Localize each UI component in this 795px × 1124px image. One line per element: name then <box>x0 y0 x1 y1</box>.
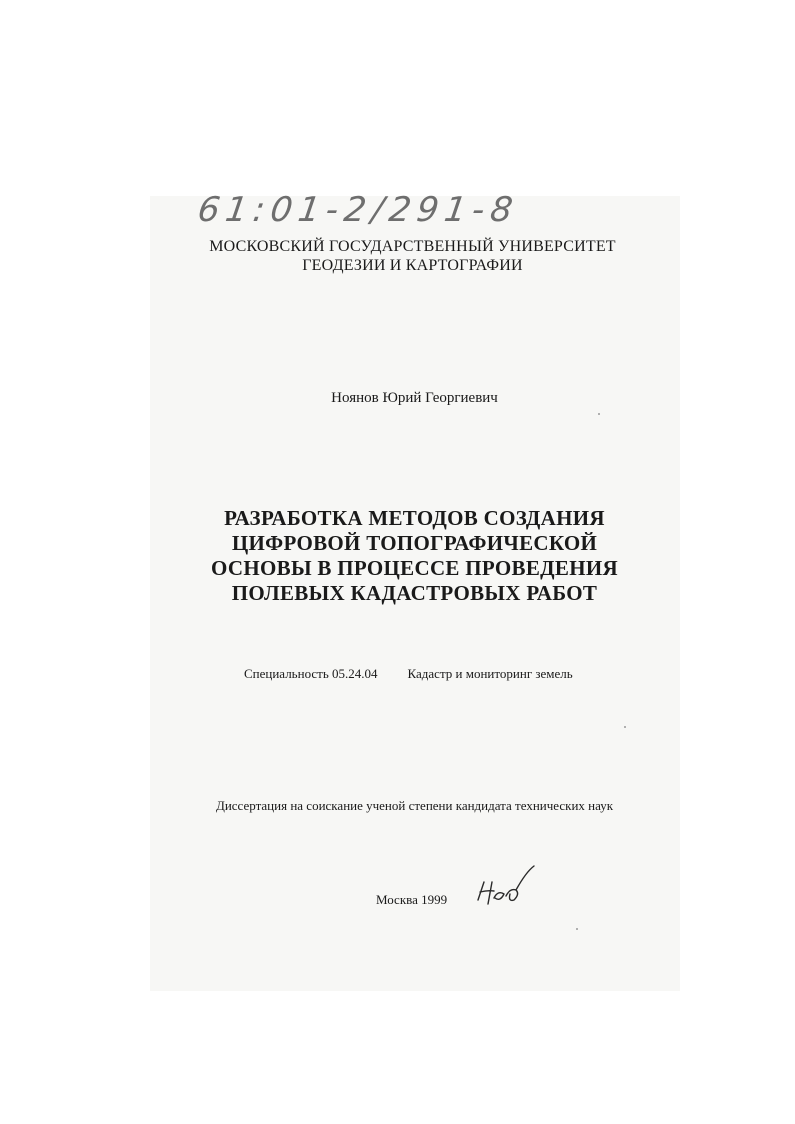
specialty-name: Кадастр и мониторинг земель <box>407 666 573 681</box>
scan-speck <box>598 413 600 415</box>
thesis-title-line-1: РАЗРАБОТКА МЕТОДОВ СОЗДАНИЯ <box>224 506 605 530</box>
thesis-title-line-2: ЦИФРОВОЙ ТОПОГРАФИЧЕСКОЙ <box>231 531 598 555</box>
thesis-title-line-3: ОСНОВЫ В ПРОЦЕССЕ ПРОВЕДЕНИЯ <box>211 556 618 580</box>
signature-icon <box>470 860 540 915</box>
scan-speck <box>624 726 626 728</box>
author-name: Ноянов Юрий Георгиевич <box>331 390 498 406</box>
dissertation-statement: Диссертация на соискание ученой степени кандидата технических наук <box>215 798 614 813</box>
archive-number-handwritten: 61:01-2/291-8 <box>195 190 521 230</box>
specialty-code: Специальность 05.24.04 <box>244 666 378 681</box>
scan-speck <box>576 928 578 930</box>
specialty-line <box>244 666 573 682</box>
university-name-line-1: МОСКОВСКИЙ ГОСУДАРСТВЕННЫЙ УНИВЕРСИТЕТ <box>209 238 616 255</box>
thesis-title-line-4: ПОЛЕВЫХ КАДАСТРОВЫХ РАБОТ <box>231 581 598 605</box>
city-and-year: Москва 1999 <box>376 892 448 907</box>
university-name-line-2: ГЕОДЕЗИИ И КАРТОГРАФИИ <box>302 257 523 274</box>
